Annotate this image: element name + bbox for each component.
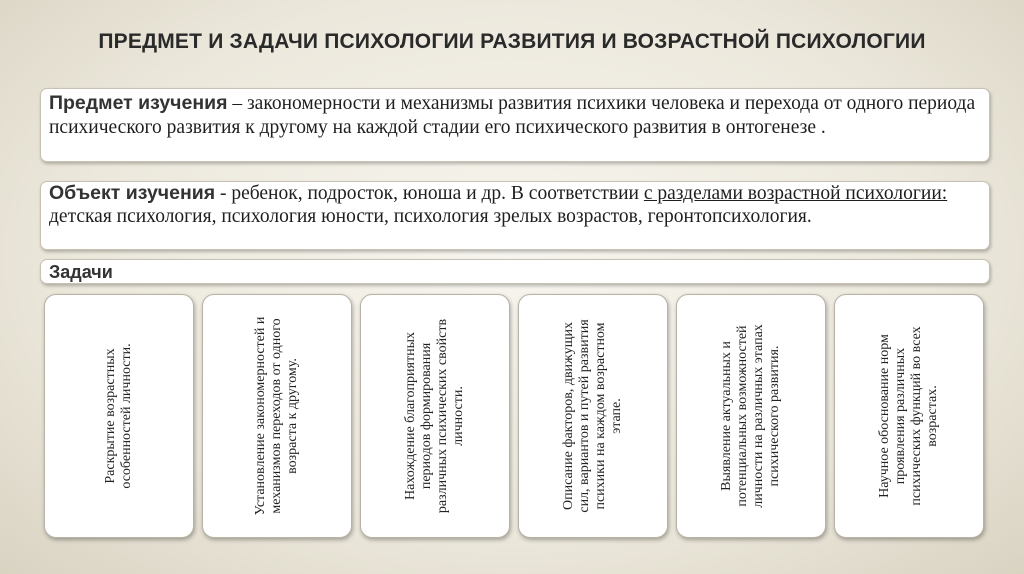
task-card-3: [360, 294, 510, 538]
task-card-text: Описание факторов, движущих сил, вариантов и путей развития психики на каждом возрастном этапе.: [561, 319, 624, 513]
task-card-6: [834, 294, 984, 538]
page-title: ПРЕДМЕТ И ЗАДАЧИ ПСИХОЛОГИИ РАЗВИТИЯ И ВОЗРАСТНОЙ ПСИХОЛОГИИ: [98, 30, 926, 53]
task-card-text: Раскрытие возрастных особенностей личности.: [103, 343, 134, 489]
task-card-text: Нахождение благоприятных периодов формирования различных психических свойств личности.: [403, 318, 466, 514]
task-card-text: Научное обоснование норм проявления различных психических функций во всех возрастах.: [877, 326, 940, 506]
task-card-4: [518, 294, 668, 538]
object-label: Объект изучения: [49, 182, 216, 204]
task-cards: [44, 294, 984, 538]
task-card-2: [202, 294, 352, 538]
subject-label: Предмет изучения: [49, 92, 228, 114]
subject-panel: [40, 88, 990, 162]
object-panel: [40, 181, 990, 250]
tasks-label: Задачи: [49, 262, 113, 282]
task-card-text: Выявление актуальных и потенциальных возможностей личности на различных этапах психического развития.: [719, 324, 782, 508]
subject-text: – закономерности и механизмы развития психики человека и перехода от одного периода психического развития к другому на каждой стадии его психического развития в онтогенезе .: [49, 93, 976, 138]
task-card-5: [676, 294, 826, 538]
task-card-text: Установление закономерностей и механизмов переходов от одного возраста к другому.: [253, 316, 300, 516]
object-text-before: - ребенок, подросток, юноша и др. В соответствии: [215, 183, 644, 204]
task-card-1: [44, 294, 194, 538]
tasks-header: [40, 259, 990, 284]
object-text-after: детская психология, психология юности, психология зрелых возрастов, геронтопсихология.: [49, 206, 812, 227]
object-text-underlined: с разделами возрастной психологии:: [643, 183, 948, 204]
